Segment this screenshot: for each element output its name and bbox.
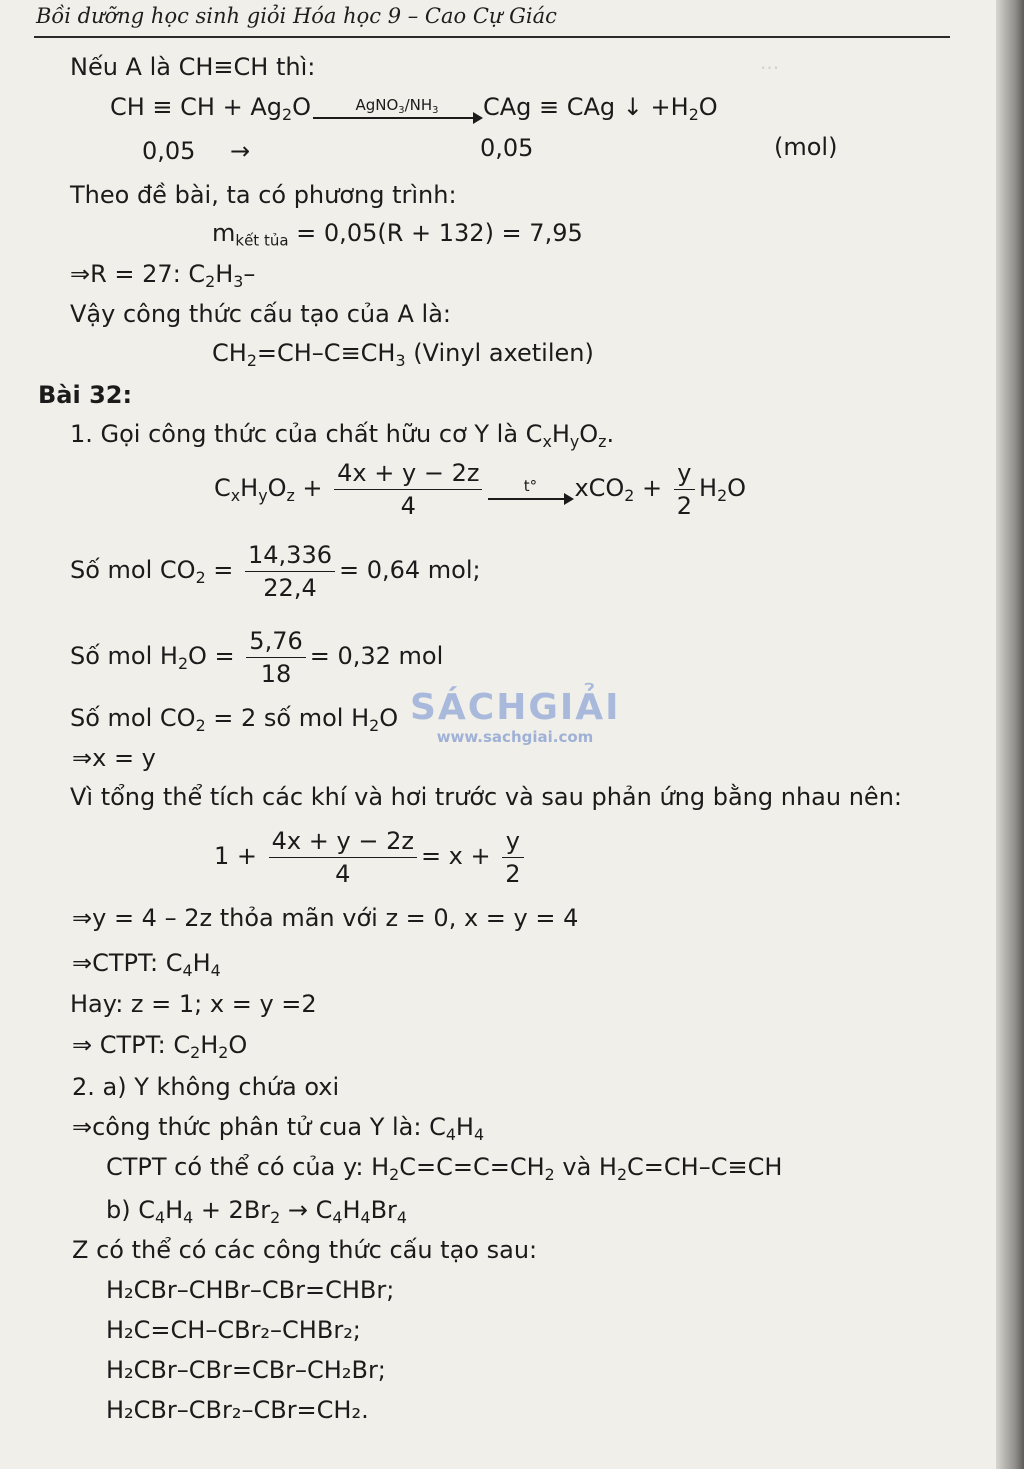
bai-32-title: Bài 32:: [38, 381, 133, 409]
part-2a: 2. a) Y không chứa oxi: [72, 1073, 340, 1101]
bleed-through: ...: [760, 50, 780, 74]
x-equals-y: ⇒x = y: [72, 744, 156, 772]
combustion-arrow: t°: [488, 478, 572, 500]
page-edge-shadow: [996, 0, 1024, 1469]
ctpt-isomers: CTPT có thể có của y: $H_2C=C=C=CH_2$ và $H_2C=CH-C\equiv CH$: [106, 1153, 783, 1184]
y-half-fraction: $\frac{y}{2}$: [674, 459, 695, 520]
mol-arrow: →: [230, 137, 251, 165]
running-header: Bồi dưỡng học sinh giỏi Hóa học 9 – Cao Cự Giác: [36, 4, 557, 28]
z-intro: Z có thể có các công thức cấu tạo sau:: [72, 1236, 538, 1264]
h2o-fraction: $\frac{5,76}{18}$: [246, 627, 305, 688]
volume-fraction: $\frac{4x + y - 2z}{4}$: [269, 827, 417, 888]
mol-h2o-line: Số mol $H_2O$ = $\frac{5,76}{18}$ = 0,32 mol: [70, 626, 444, 688]
structure-a: $CH_2=CH-C\equiv CH_3$ (Vinyl axetilen): [212, 339, 594, 370]
mol-right: 0,05: [480, 134, 534, 162]
ctpt-c2h2o: ⇒ CTPT: $C_2H_2O$: [72, 1031, 248, 1062]
y-solution: ⇒y = 4 – 2z thỏa mãn với z = 0, x = y = 4: [72, 904, 579, 932]
watermark-url: www.sachgiai.com: [436, 728, 594, 746]
y-half-fraction-2: $\frac{y}{2}$: [502, 827, 523, 888]
theo-de-bai: Theo đề bài, ta có phương trình:: [70, 181, 457, 209]
cong-thuc-phan-tu: ⇒công thức phân tử cua Y là: $C_4H_4$: [72, 1113, 485, 1144]
goi-cong-thuc: 1. Gọi công thức của chất hữu cơ Y là $C_xH_yO_z$.: [70, 420, 615, 451]
watermark-brand: SÁCHGIẢI: [410, 687, 621, 728]
hay-line: Hay: z = 1; x = y =2: [70, 990, 317, 1018]
mol-co2-line: Số mol $CO_2$ = $\frac{14,336}{22,4}$ = 0,64 mol;: [70, 540, 481, 602]
part-b-reaction: b) $C_4H_4 + 2Br_2 \to C_4H_4Br_4$: [106, 1196, 407, 1227]
z-structure-3: H₂CBr–CBr=CBr–CH₂Br;: [106, 1356, 386, 1384]
mol-unit: (mol): [774, 133, 838, 161]
intro-line: Nếu A là CH≡CH thì:: [70, 53, 316, 81]
mass-equation: $m_{kết tủa} = 0,05(R + 132) = 7,95$: [212, 219, 583, 250]
z-structure-2: H₂C=CH–CBr₂–CHBr₂;: [106, 1316, 361, 1344]
mol-left: 0,05: [142, 137, 196, 165]
reaction-acetylene: CH ≡ CH + $Ag_2O$ $AgNO_3/NH_3$ CAg ≡ CAg ↓ $+H_2O$: [110, 93, 718, 124]
z-structure-4: H₂CBr–CBr₂–CBr=CH₂.: [106, 1396, 369, 1424]
reaction-arrow: $AgNO_3/NH_3$: [313, 97, 481, 119]
vay-line: Vậy công thức cấu tạo của A là:: [70, 300, 451, 328]
combustion-equation: $C_xH_yO_z$ + $\frac{4x + y - 2z}{4}$ t° xCO$_2$ + $\frac{y}{2}$ $H_2O$: [214, 458, 747, 520]
sachgiai-watermark: [410, 688, 620, 746]
combustion-fraction: $\frac{4x + y - 2z}{4}$: [334, 459, 482, 520]
r-result: ⇒R = 27: $C_2H_3-$: [70, 260, 256, 291]
mol-ratio-line: Số mol $CO_2 = 2$ số mol $H_2O$: [70, 704, 399, 735]
header-rule: [34, 36, 950, 38]
vi-tong-line: Vì tổng thể tích các khí và hơi trước và sau phản ứng bằng nhau nên:: [70, 783, 902, 811]
z-structure-1: H₂CBr–CHBr–CBr=CHBr;: [106, 1276, 395, 1304]
ctpt-c4h4: ⇒CTPT: $C_4H_4$: [72, 949, 221, 980]
volume-equation: 1 + $\frac{4x + y - 2z}{4}$ = x + $\frac{y}{2}$: [214, 826, 528, 888]
co2-fraction: $\frac{14,336}{22,4}$: [245, 541, 335, 602]
